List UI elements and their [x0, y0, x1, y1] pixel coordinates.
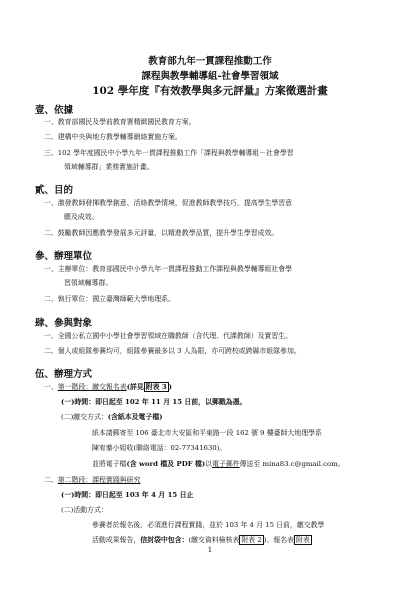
detail2-mid2: )、報名表	[263, 536, 295, 544]
section-heading-basis: 壹、依據	[35, 105, 74, 116]
basis-item-2: 二、建構中央與地方教學輔導網絡實施方案。	[44, 133, 182, 141]
phase2-line	[44, 477, 140, 484]
page-number: 1	[207, 546, 213, 554]
purpose-item-1: 一、激發教師發揮教學創意、活絡教學情境，促進教師教學技巧，提高學生學習意	[44, 199, 293, 207]
participants-item-1: 一、全國公私立國中小學社會學習領域在職教師（含代理、代課教師）及實習生。	[44, 332, 293, 340]
phase1-method	[61, 414, 163, 421]
detail2-bold: 信封袋中包含：	[140, 536, 189, 544]
phase1-ref-pre: (詳見	[126, 383, 144, 391]
phase2-detail-line1: 參賽者於報名後，必須進行課程實踐，並於 103 年 4 月 15 日前，繳交教學	[92, 521, 325, 529]
detail2-box1: 附表 2	[241, 536, 262, 544]
email-underline: 電子郵件	[212, 460, 240, 468]
organizer-item-2: 二、執行單位：國立臺灣師範大學地理系。	[44, 295, 175, 303]
email-submission-line	[92, 461, 345, 468]
phase1-ref-post: )	[168, 383, 172, 391]
organizer-item-1-cont: 習領域輔導群。	[64, 279, 113, 287]
detail2-pre: 活動成果報告，	[92, 536, 141, 544]
phase1-line	[44, 384, 172, 391]
phase2-detail-line2	[92, 537, 312, 544]
phase2-prefix: 二、	[44, 476, 58, 484]
email-post: 傳送至 mina83.c@gmail.com。	[239, 460, 345, 468]
email-mid: 以	[205, 460, 213, 468]
phase2-time: (一)時間：即日起至 103 年 4 月 15 日止	[61, 491, 194, 499]
basis-item-1: 一、教育部國民及學前教育署精緻國民教育方案。	[44, 118, 196, 126]
section-heading-organizers: 參、辦理單位	[35, 251, 93, 262]
phase1-time: (一)時間：即日起至 102 年 11 月 15 日前，以郵戳為憑。	[61, 398, 247, 406]
doc-title-line1: 教育部九年一貫課程推動工作	[148, 56, 272, 67]
phase1-method-bold: (含紙本及電子檔)	[107, 413, 163, 421]
phase1-prefix: 一、	[44, 383, 58, 391]
doc-title-line2: 課程與教學輔導組-社會學習領域	[141, 71, 279, 82]
purpose-item-2: 二、鼓勵教師因應教學發展多元評量，以精進教學品質，提升學生學習成效。	[44, 229, 279, 237]
participants-item-2: 二、個人或組隊參賽均可，組隊參賽最多以 3 人為限，亦可跨校或跨縣市組隊參加。	[44, 347, 301, 355]
phase2-label: 第二階段：課程實踐與研究	[57, 476, 141, 484]
purpose-item-1-cont: 願及成效。	[64, 213, 99, 221]
section-heading-purpose: 貳、目的	[35, 185, 74, 196]
organizer-item-1: 一、主辦單位：教育部國民中小學九年一貫課程推動工作課程與教學輔導組社會學	[44, 265, 293, 273]
phase1-label: 第一階段：繳交報名表	[57, 383, 127, 391]
phase1-ref-box: 附表 3	[145, 383, 167, 391]
mail-address-line2: 陳宥蓁小姐收(聯絡電話：02-77341630)。	[92, 444, 227, 452]
detail2-box2: 附表	[296, 536, 310, 544]
basis-item-3: 三、102 學年度國民中小學九年一貫課程推動工作「課程與教學輔導組－社會學習	[44, 149, 294, 157]
email-pre: 並將電子檔	[92, 460, 127, 468]
phase2-method: (二)活動方式：	[61, 506, 108, 514]
section-heading-participants: 肆、參與對象	[35, 318, 93, 329]
phase1-method-pre: (二)繳交方式：	[61, 413, 108, 421]
section-heading-procedure: 伍、辦理方式	[35, 369, 93, 380]
basis-item-3-cont: 領域輔導群」業務實施計畫。	[64, 163, 154, 171]
detail2-mid: (繳交資料檢核表	[188, 536, 240, 544]
mail-address-line1: 紙本請郵寄至 106 臺北市大安區和平東路一段 162 號 9 樓臺師大地理學系	[92, 429, 322, 437]
doc-title-line3: 102 學年度『有效教學與多元評量』方案徵選計畫	[92, 85, 328, 97]
email-bold: (含 word 檔及 PDF 檔)	[126, 460, 206, 468]
